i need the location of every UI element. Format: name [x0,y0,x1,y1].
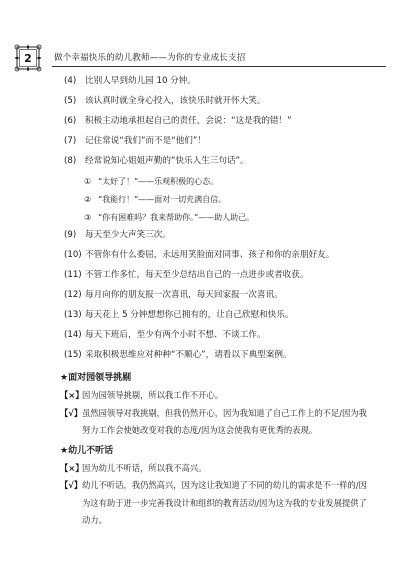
page-number: 2 [24,51,32,65]
item-number: (6) [64,116,77,126]
section-heading-leader: ★面对园领导挑剔 [60,373,132,383]
list-item [64,350,374,370]
sub-item-text: “太好了！”——乐观积极的心态。 [98,177,219,186]
right-text: 幼儿不听话，我仍然高兴，因为这让我知道了不同的幼儿的需求是不一样的/因为这有助于进一步完善我设计和组织的教育活动/因为这为我的专业发展提供了动力。 [82,480,367,525]
sub-item-text: “我能行！”——面对一切充满自信。 [98,195,227,204]
item-number: (10) [64,250,82,260]
list-item [64,156,374,176]
item-number: (7) [64,136,77,146]
page-body [60,76,374,530]
right-text: 虽然园领导对我挑剔，但我仍然开心，因为我知道了自己工作上的不足/因为我努力工作会使她改变对我的态度/因为这会使我有更优秀的表现。 [82,407,367,435]
list-item [64,290,374,310]
list-item [64,76,374,96]
item-text: 每月向你的朋友报一次喜讯，每天回家报一次喜讯。 [85,290,283,300]
item-text: 经常说知心姐姐声勤的“快乐人生三句话”。 [85,156,249,166]
list-item [64,116,374,136]
sub-item-text: “你有困难吗？我来帮助你。”——助人助己。 [98,213,255,222]
page-number-badge [14,44,42,72]
right-example [60,477,374,530]
item-number: (14) [64,330,82,340]
item-number: (11) [64,270,82,280]
right-mark: 【√】 [60,407,83,418]
list-item [64,230,374,250]
list-item [64,270,374,290]
sub-list-item [84,176,374,194]
wrong-mark: 【×】 [60,462,84,473]
wrong-text: 因为幼儿不听话，所以我不高兴。 [82,462,207,473]
circle-number: ② [84,195,92,204]
circle-number: ③ [84,213,92,222]
item-text: 每天花上 5 分钟想想你已拥有的，让自己欣慰和快乐。 [85,310,294,320]
item-number: (15) [64,350,82,360]
wrong-mark: 【×】 [60,390,84,400]
running-header-title: 做个幸福快乐的幼儿教师——为你的专业成长支招 [54,53,246,63]
list-item [64,330,374,350]
sub-list [84,176,374,230]
wrong-example [60,460,374,478]
circle-number: ① [84,177,92,186]
item-number: (8) [64,156,77,166]
section-heading-children: ★幼儿不听话 [60,445,114,456]
right-mark: 【√】 [60,480,83,490]
wrong-example [60,387,374,405]
list-item [64,250,374,270]
item-number: (13) [64,310,82,320]
item-number: (9) [64,230,77,240]
list-item [64,96,374,116]
item-text: 每天至少大声笑三次。 [85,230,171,240]
sub-list-item [84,212,374,230]
item-number: (12) [64,290,82,300]
item-text: 比别人早到幼儿园 10 分钟。 [85,76,196,86]
item-number: (4) [64,76,77,86]
page-header [14,44,386,74]
item-text: 采取积极思维应对种种“不顺心”，请看以下典型案例。 [85,350,292,360]
right-example [60,405,374,440]
wrong-text: 因为园领导挑剔，所以我工作不开心。 [82,390,224,400]
list-item [64,310,374,330]
item-number: (5) [64,96,77,106]
header-divider [52,66,386,67]
item-text: 每天下班后，至少有两个小时不想、不谈工作。 [85,330,266,340]
sub-list-item [84,194,374,212]
item-text: 不管你有什么委屈，永远用笑脸面对同事、孩子和你的亲朋好友。 [85,250,335,260]
item-text: 记住常说“我们”而不是“他们”！ [85,136,206,146]
item-text: 积极主动地承担起自己的责任，会说：“这是我的错！” [85,116,292,126]
list-item [64,136,374,156]
item-text: 该认真时就全身心投入，该快乐时就开怀大笑。 [85,96,266,106]
item-text: 不管工作多忙，每天至少总结出自己的一点进步或者收获。 [85,270,309,280]
